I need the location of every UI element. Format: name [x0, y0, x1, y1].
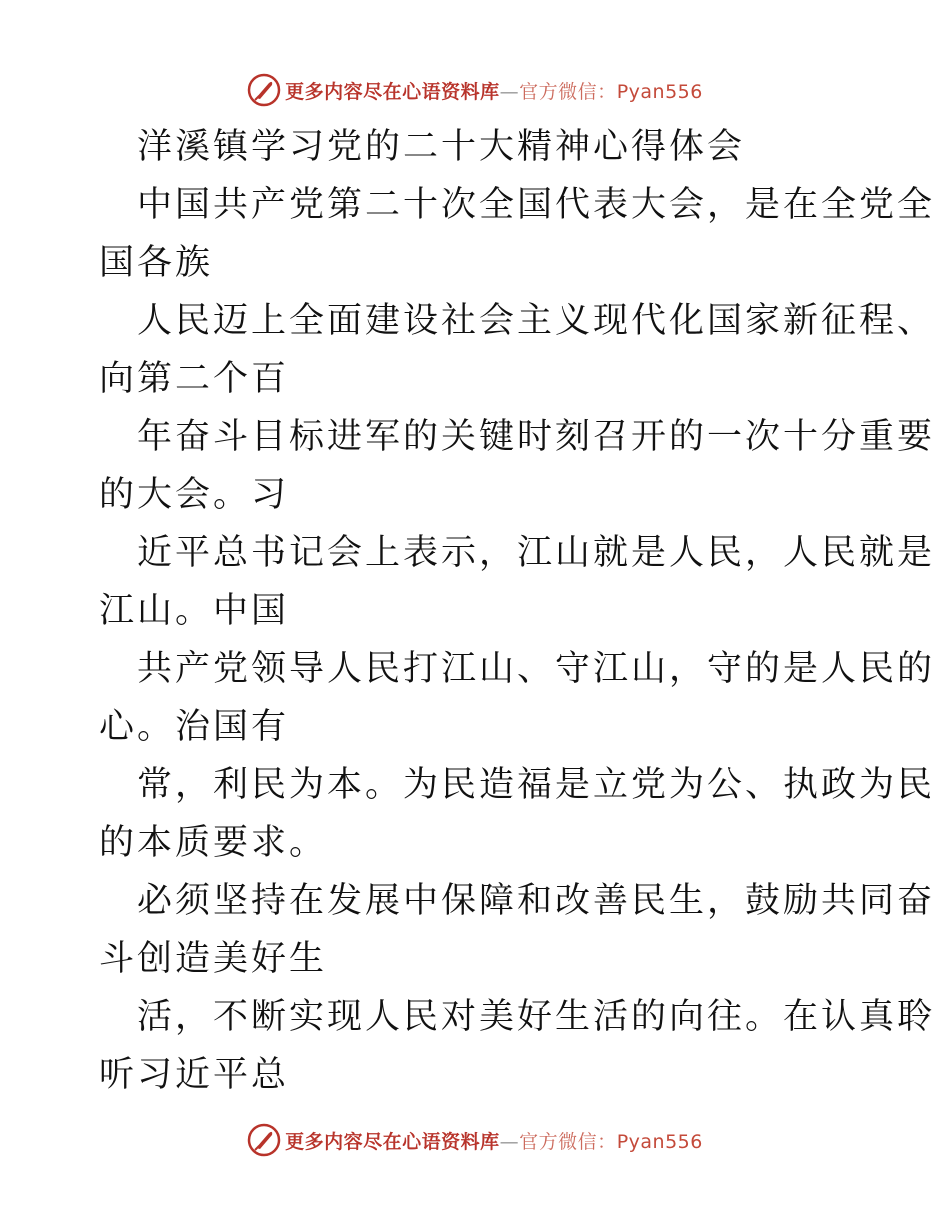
document-body	[99, 118, 936, 1104]
banner-brand: 更多内容尽在心语资料库	[285, 1130, 500, 1153]
paragraph-line: 心。治国有	[99, 707, 290, 747]
paragraph-line: 共产党领导人民打江山、守江山，守的是人民的	[137, 649, 936, 689]
paragraph-line: 的本质要求。	[99, 823, 328, 863]
banner-label: 官方微信：	[519, 80, 617, 103]
banner-account: Pyan556	[616, 80, 703, 103]
paragraph-line: 常，利民为本。为民造福是立党为公、执政为民	[137, 765, 936, 805]
banner-account: Pyan556	[616, 1130, 703, 1153]
paragraph-line: 的大会。习	[99, 475, 290, 515]
quill-logo-icon	[247, 1123, 281, 1157]
paragraph-line: 人民迈上全面建设社会主义现代化国家新征程、	[137, 301, 936, 341]
banner-text	[285, 77, 703, 104]
banner-brand: 更多内容尽在心语资料库	[285, 80, 500, 103]
document-title: 洋溪镇学习党的二十大精神心得体会	[137, 127, 746, 167]
paragraph-line: 斗创造美好生	[99, 939, 328, 979]
header-banner	[0, 70, 950, 110]
paragraph-line: 江山。中国	[99, 591, 290, 631]
paragraph-line: 活，不断实现人民对美好生活的向往。在认真聆	[137, 997, 936, 1037]
banner-label: 官方微信：	[519, 1130, 617, 1153]
paragraph-line: 年奋斗目标进军的关键时刻召开的一次十分重要	[137, 417, 936, 457]
paragraph-line: 必须坚持在发展中保障和改善民生，鼓励共同奋	[137, 881, 936, 921]
quill-logo-icon	[247, 73, 281, 107]
banner-text	[285, 1127, 703, 1154]
paragraph-line: 国各族	[99, 243, 214, 283]
banner-separator: —	[499, 80, 520, 103]
paragraph-line: 向第二个百	[99, 359, 290, 399]
banner-separator: —	[499, 1130, 520, 1153]
footer-banner	[0, 1120, 950, 1160]
paragraph-line: 听习近平总	[99, 1055, 290, 1095]
paragraph-line: 近平总书记会上表示，江山就是人民，人民就是	[137, 533, 936, 573]
paragraph-line: 中国共产党第二十次全国代表大会，是在全党全	[137, 185, 936, 225]
